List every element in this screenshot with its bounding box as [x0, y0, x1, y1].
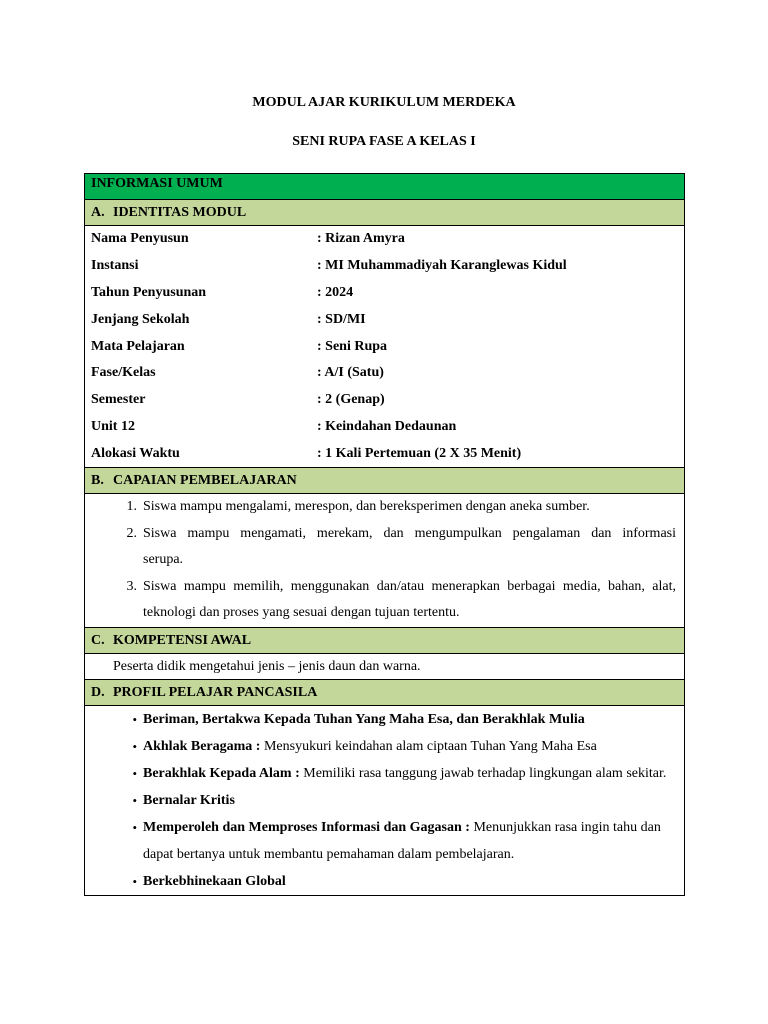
bullet-text: Mensyukuri keindahan alam ciptaan Tuhan Yang Maha Esa [260, 738, 597, 754]
section-heading: KOMPETENSI AWAL [113, 632, 252, 648]
bullet-icon: • [132, 792, 137, 808]
section-heading: CAPAIAN PEMBELAJARAN [113, 473, 297, 489]
identity-row [85, 360, 684, 387]
identitas-modul-header [85, 200, 685, 226]
bullet-bold-text: Memperoleh dan Memproses Informasi dan Gagasan : [143, 819, 470, 835]
list-item [85, 494, 676, 521]
bullet-bold-text: Beriman, Bertakwa Kepada Tuhan Yang Maha Esa, dan Berakhlak Mulia [143, 711, 585, 727]
identity-row [85, 280, 684, 307]
identity-value: : SD/MI [317, 311, 366, 327]
identity-row [85, 253, 684, 280]
identity-value: : A/I (Satu) [317, 365, 384, 381]
section-letter: C. [91, 632, 105, 648]
identity-key: Semester [91, 392, 146, 408]
bullet-bold-text: Akhlak Beragama : [143, 738, 261, 754]
identity-key: Jenjang Sekolah [91, 311, 190, 327]
document-subtitle: SENI RUPA FASE A KELAS I [292, 134, 476, 149]
identity-key: Instansi [91, 258, 139, 274]
section-letter: A. [91, 205, 105, 220]
section-letter: B. [91, 473, 104, 489]
bullet-item [85, 787, 676, 814]
list-item [85, 521, 676, 548]
bullet-icon: • [132, 873, 137, 889]
identity-key: Mata Pelajaran [91, 338, 185, 354]
bullet-bold-text: Berkebhinekaan Global [143, 873, 286, 889]
identity-row [85, 440, 684, 467]
identity-key: Unit 12 [91, 418, 135, 434]
list-text-line: Siswa mampu mengamati, merekam, dan mengumpulkan pengalaman dan informasi [143, 525, 676, 541]
identity-value: : Seni Rupa [317, 338, 388, 354]
identity-row [85, 306, 684, 333]
identity-value: : Rizan Amyra [317, 231, 405, 247]
list-number: 2. [126, 525, 137, 541]
identity-row [85, 226, 684, 253]
bullet-icon: • [132, 819, 137, 835]
bullet-item [85, 706, 676, 733]
bullet-icon: • [132, 711, 137, 727]
bullet-icon: • [132, 738, 137, 754]
identity-key: Fase/Kelas [91, 365, 156, 381]
bullet-bold-text: Bernalar Kritis [143, 792, 235, 808]
capaian-pembelajaran-list [85, 494, 685, 628]
identity-row [85, 333, 684, 360]
list-number: 3. [126, 578, 137, 594]
list-number: 1. [126, 499, 137, 515]
identitas-modul-body [85, 226, 685, 468]
section-letter: D. [91, 684, 105, 700]
bullet-bold-text: Berakhlak Kepada Alam : [143, 765, 300, 781]
identity-key: Nama Penyusun [91, 231, 189, 247]
list-text-line: serupa. [143, 552, 184, 568]
bullet-item [85, 814, 676, 868]
identity-key: Alokasi Waktu [91, 445, 180, 461]
list-text-line: teknologi dan proses yang sesuai dengan tujuan tertentu. [143, 605, 460, 621]
kompetensi-awal-header [85, 627, 685, 653]
section-heading: IDENTITAS MODUL [113, 205, 247, 220]
bullet-item [85, 760, 676, 787]
bullet-text: Memiliki rasa tanggung jawab terhadap lingkungan alam sekitar. [299, 765, 667, 781]
list-text-line: Siswa mampu memilih, menggunakan dan/atau menerapkan berbagai media, bahan, alat, [143, 578, 676, 594]
profil-pelajar-list [85, 705, 685, 895]
section-heading: PROFIL PELAJAR PANCASILA [113, 684, 318, 700]
identity-value: : Keindahan Dedaunan [317, 418, 457, 434]
profil-pelajar-header [85, 679, 685, 705]
list-text: Siswa mampu mengalami, merespon, dan bereksperimen dengan aneka sumber. [143, 499, 590, 515]
bullet-text: Menunjukkan rasa ingin tahu dan dapat bertanya untuk membantu pemahaman dalam pembelajaran. [143, 819, 661, 862]
bullet-icon: • [132, 765, 137, 781]
list-item [85, 574, 676, 601]
list-item-continuation [85, 600, 676, 627]
identity-row [85, 414, 684, 441]
informasi-umum-header: INFORMASI UMUM [85, 174, 685, 200]
identity-row [85, 387, 684, 414]
bullet-item [85, 733, 676, 760]
identity-value: : MI Muhammadiyah Karanglewas Kidul [317, 258, 567, 274]
kompetensi-awal-text: Peserta didik mengetahui jenis – jenis daun dan warna. [85, 653, 685, 679]
identity-value: : 2024 [317, 284, 354, 300]
identity-value: : 2 (Genap) [317, 392, 385, 408]
capaian-pembelajaran-header [85, 468, 685, 494]
list-item-continuation [85, 547, 676, 574]
identity-value: : 1 Kali Pertemuan (2 X 35 Menit) [317, 445, 522, 461]
identity-key: Tahun Penyusunan [91, 284, 207, 300]
document-title: MODUL AJAR KURIKULUM MERDEKA [252, 95, 516, 110]
module-table [84, 173, 685, 896]
bullet-item [85, 868, 676, 895]
